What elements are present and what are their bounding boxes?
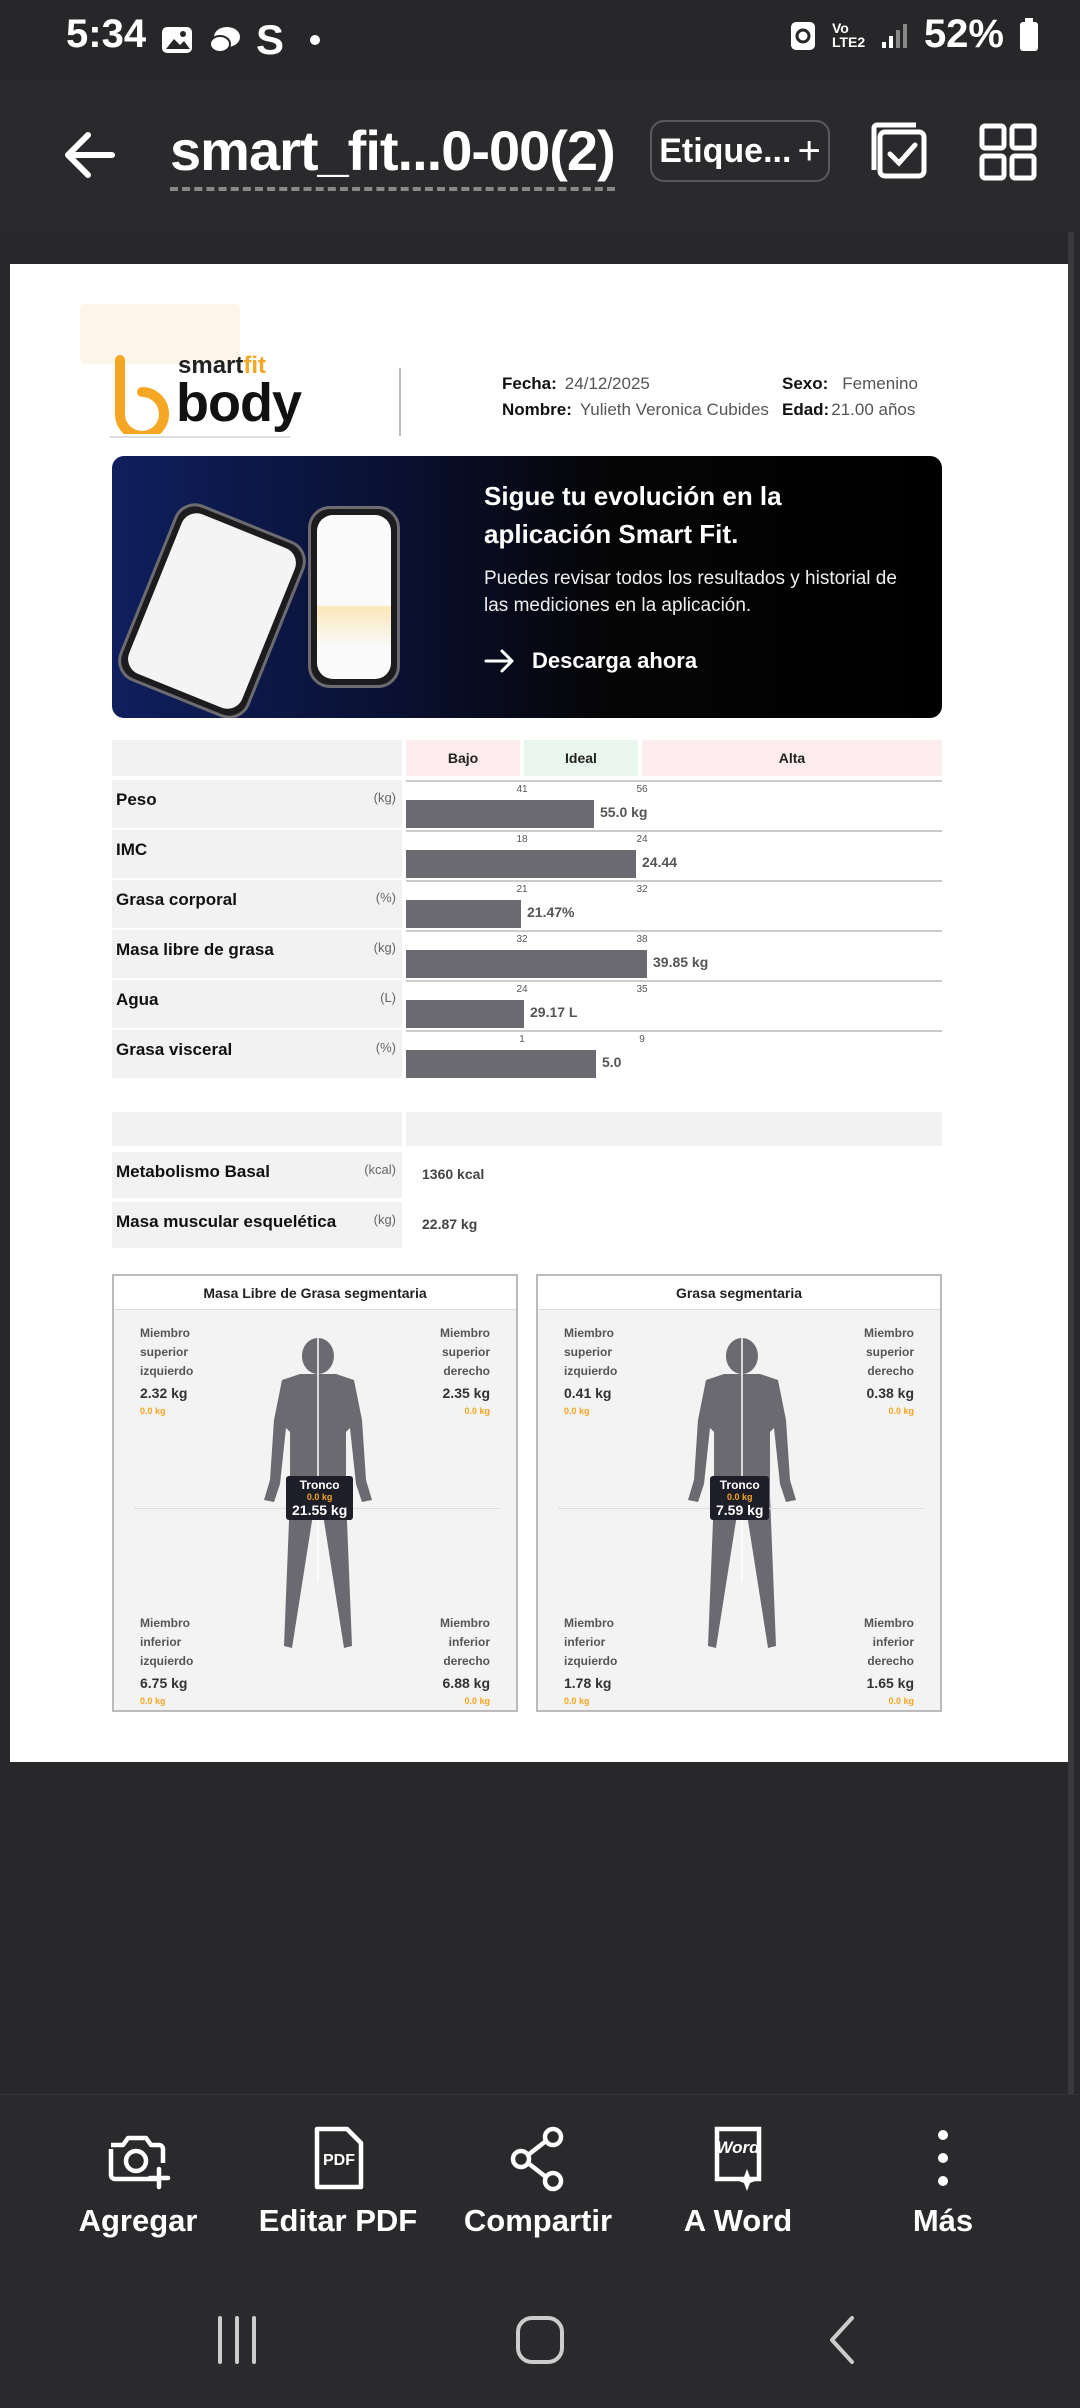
battery-percent: 52%: [923, 12, 1004, 56]
svg-text:Word: Word: [716, 2138, 760, 2157]
agregar-label: Agregar: [78, 2203, 198, 2238]
masa-muscular-unit: (kg): [373, 1212, 396, 1227]
extra-metrics-header: [112, 1112, 942, 1146]
recycle-icon: [788, 18, 818, 52]
metric-row: [112, 1030, 942, 1078]
agregar-button[interactable]: [38, 2123, 238, 2239]
metric-label-cell: [112, 780, 402, 828]
svg-text:PDF: PDF: [323, 2152, 355, 2169]
metabolismo-name: Metabolismo Basal: [116, 1162, 270, 1181]
masa-muscular-value: 22.87 kg: [422, 1216, 478, 1232]
range-high-tick: 32: [636, 884, 648, 895]
range-low-tick: 1: [519, 1034, 525, 1045]
metric-value: 5.0: [602, 1054, 622, 1070]
segment-label-line: inferior: [448, 1635, 490, 1650]
segment-label-line: inferior: [564, 1635, 606, 1650]
more-vertical-icon: [908, 2123, 978, 2193]
range-bajo: Bajo: [406, 740, 520, 776]
editar-pdf-label: Editar PDF: [258, 2203, 418, 2238]
arrow-right-icon: [484, 649, 516, 673]
masa-muscular-name: Masa muscular esquelética: [116, 1212, 337, 1231]
metric-bar-area: [406, 880, 942, 928]
segment-kg: 1.65 kg: [866, 1674, 914, 1691]
grid-view-icon[interactable]: [976, 120, 1040, 184]
extra-header-left: [112, 1112, 402, 1146]
segment-upper-right: [864, 1324, 914, 1418]
trunk-kg: 21.55 kg: [292, 1502, 348, 1518]
metric-label-cell: [112, 930, 402, 978]
metric-name: Grasa visceral: [116, 1040, 233, 1059]
metric-unit: (kg): [373, 940, 396, 955]
segment-label-line: Miembro: [564, 1326, 615, 1340]
segment-kg: 6.75 kg: [140, 1674, 188, 1691]
phone-mockup-back: [112, 497, 312, 718]
range-header-blank: [112, 740, 402, 776]
segment-sub: 0.0 kg: [140, 1695, 166, 1706]
segment-panel: [112, 1274, 518, 1712]
segment-sub: 0.0 kg: [564, 1695, 590, 1706]
nav-back-icon[interactable]: [818, 2312, 868, 2368]
status-bar: [0, 0, 1080, 80]
segment-title: Grasa segmentaria: [538, 1276, 940, 1310]
plus-icon: +: [797, 128, 821, 173]
segment-label-line: derecho: [443, 1364, 490, 1379]
segment-label-line: inferior: [872, 1635, 914, 1650]
fecha-value: 24/12/2025: [564, 374, 650, 393]
segment-upper-right: [440, 1324, 490, 1418]
metric-unit: (%): [375, 1040, 396, 1055]
segment-sub: 0.0 kg: [564, 1405, 590, 1416]
range-low-tick: 32: [516, 934, 528, 945]
range-alta: Alta: [642, 740, 942, 776]
range-ideal: Ideal: [524, 740, 638, 776]
segment-kg: 2.32 kg: [140, 1384, 188, 1401]
masa-muscular-row: [112, 1202, 942, 1248]
segment-kg: 2.35 kg: [442, 1384, 490, 1401]
status-right: [788, 12, 1040, 57]
metric-name: Masa libre de grasa: [116, 940, 274, 959]
segment-panel: [536, 1274, 942, 1712]
metric-name: Grasa corporal: [116, 890, 237, 909]
metric-bar-area: [406, 830, 942, 878]
nombre-field: [502, 400, 769, 420]
metric-name: IMC: [116, 840, 148, 859]
range-high-tick: 9: [639, 1034, 645, 1045]
tag-chip-label: Etique...: [659, 131, 792, 170]
logo-fit: fit: [243, 352, 267, 379]
phone-mockup-front: [308, 506, 400, 688]
nombre-value: Yulieth Veronica Cubides: [579, 400, 769, 419]
metric-value: 24.44: [642, 854, 678, 870]
segment-lower-right: [864, 1614, 914, 1708]
smartfit-logo: [110, 314, 300, 444]
app-promo-banner[interactable]: [112, 456, 942, 718]
signal-icon: [880, 20, 910, 50]
logo-smart: smart: [178, 352, 244, 379]
trunk-label: [286, 1476, 353, 1520]
metric-bar-area: [406, 780, 942, 828]
word-icon: [703, 2123, 773, 2193]
range-header: [112, 740, 942, 776]
metric-name: Peso: [116, 790, 157, 809]
metric-row: [112, 830, 942, 878]
compartir-button[interactable]: [438, 2123, 638, 2239]
metric-label-cell: [112, 1030, 402, 1078]
segment-title: Masa Libre de Grasa segmentaria: [114, 1276, 516, 1310]
dot-icon: [310, 35, 320, 45]
metric-bar-area: [406, 980, 942, 1028]
mas-button[interactable]: [843, 2123, 1043, 2239]
segment-label-line: inferior: [140, 1635, 182, 1650]
select-pages-icon[interactable]: [868, 120, 932, 184]
metabolismo-unit: (kcal): [364, 1162, 396, 1177]
metric-bar: [406, 900, 521, 928]
download-cta[interactable]: [484, 648, 697, 674]
metric-row: [112, 930, 942, 978]
pdf-page: [10, 264, 1068, 1762]
segment-upper-left: [564, 1324, 617, 1418]
metric-value: 21.47%: [527, 904, 575, 920]
metric-name: Agua: [116, 990, 159, 1009]
recent-apps-icon[interactable]: [212, 2312, 262, 2368]
status-time: 5:34: [66, 12, 147, 56]
segment-label-line: izquierdo: [564, 1364, 618, 1379]
tag-chip[interactable]: [650, 120, 830, 182]
segment-sub: 0.0 kg: [140, 1405, 166, 1416]
segment-label-line: derecho: [867, 1364, 914, 1379]
segment-lower-left: [564, 1614, 617, 1708]
share-icon: [503, 2123, 573, 2193]
segment-kg: 6.88 kg: [442, 1674, 490, 1691]
trunk-sub: 0.0 kg: [726, 1492, 753, 1502]
a-word-label: A Word: [683, 2203, 793, 2238]
metric-unit: (L): [380, 990, 396, 1005]
segment-lower-right: [440, 1614, 490, 1708]
logo-body-text: body: [176, 373, 301, 433]
metric-value: 39.85 kg: [653, 954, 709, 970]
segment-label-line: superior: [140, 1345, 189, 1360]
metric-bar: [406, 800, 594, 828]
segment-sub: 0.0 kg: [464, 1695, 490, 1706]
segment-sub: 0.0 kg: [888, 1405, 914, 1416]
metric-bar: [406, 1050, 596, 1078]
metric-bar: [406, 850, 636, 878]
metric-unit: (%): [375, 890, 396, 905]
notification-icons: [160, 16, 320, 64]
metric-row: [112, 980, 942, 1028]
system-nav-bar: [0, 2274, 1080, 2408]
pdf-icon: [303, 2123, 373, 2193]
nombre-label: Nombre:: [502, 400, 572, 419]
network-label: Vo LTE2: [831, 19, 866, 50]
range-high-tick: 24: [636, 834, 648, 845]
sexo-field: [782, 374, 918, 394]
trunk-title: Tronco: [299, 1478, 340, 1492]
home-icon[interactable]: [512, 2312, 568, 2368]
edad-value: 21.00 años: [831, 400, 916, 419]
mas-label: Más: [912, 2203, 974, 2238]
edad-field: [782, 400, 915, 420]
range-low-tick: 21: [516, 884, 528, 895]
segment-label-line: izquierdo: [140, 1654, 194, 1669]
segment-label-line: derecho: [867, 1654, 914, 1669]
trunk-sub: 0.0 kg: [306, 1492, 333, 1502]
range-high-tick: 35: [636, 984, 648, 995]
segment-sub: 0.0 kg: [888, 1695, 914, 1706]
trunk-kg: 7.59 kg: [716, 1502, 764, 1518]
segment-label-line: Miembro: [863, 1326, 914, 1340]
segment-label-line: superior: [441, 1345, 490, 1360]
metabolismo-value: 1360 kcal: [422, 1166, 485, 1182]
back-arrow-icon[interactable]: [60, 120, 120, 190]
a-word-button[interactable]: [638, 2123, 838, 2239]
metric-value: 29.17 L: [530, 1004, 578, 1020]
range-high-tick: 56: [636, 784, 648, 795]
segment-label-line: Miembro: [140, 1326, 191, 1340]
document-title[interactable]: smart_fit...0-00(2): [170, 118, 615, 191]
sexo-label: Sexo:: [782, 374, 829, 393]
metric-row: [112, 780, 942, 828]
app-bar: [0, 80, 1080, 232]
metric-value: 55.0 kg: [600, 804, 648, 820]
segment-label-line: Miembro: [140, 1616, 191, 1630]
logo-underline: [110, 436, 290, 438]
segment-kg: 0.41 kg: [564, 1384, 612, 1401]
segment-label-line: izquierdo: [564, 1654, 618, 1669]
scrollbar[interactable]: [1068, 232, 1074, 2094]
masa-muscular-label-cell: [112, 1202, 402, 1248]
segment-label-line: superior: [865, 1345, 914, 1360]
segment-lower-left: [140, 1614, 193, 1708]
gallery-icon: [160, 23, 194, 57]
metric-label-cell: [112, 980, 402, 1028]
range-low-tick: 41: [516, 784, 528, 795]
metric-label-cell: [112, 830, 402, 878]
metric-bar-area: [406, 930, 942, 978]
range-high-tick: 38: [636, 934, 648, 945]
metabolismo-label-cell: [112, 1152, 402, 1198]
download-cta-label: Descarga ahora: [532, 648, 698, 673]
sexo-value: Femenino: [842, 374, 918, 393]
range-low-tick: 24: [516, 984, 528, 995]
camera-plus-icon: [103, 2123, 173, 2193]
trunk-label: [710, 1476, 769, 1520]
metric-row: [112, 880, 942, 928]
segment-label-line: Miembro: [564, 1616, 615, 1630]
banner-title: Sigue tu evolución en la aplicación Smart Fit.: [484, 481, 782, 549]
banner-subtitle: Puedes revisar todos los resultados y historial de las mediciones en la aplicación.: [484, 568, 897, 616]
range-low-tick: 18: [516, 834, 528, 845]
edad-label: Edad:: [782, 400, 830, 419]
metric-bar: [406, 1000, 524, 1028]
s-app-icon: S: [256, 16, 285, 63]
segment-kg: 1.78 kg: [564, 1674, 612, 1691]
segment-label-line: izquierdo: [140, 1364, 194, 1379]
chat-bubble-icon: [208, 23, 242, 57]
bottom-action-bar: [0, 2094, 1080, 2274]
metric-bar-area: [406, 1030, 942, 1078]
segment-upper-left: [140, 1324, 193, 1418]
header-divider: [399, 368, 401, 436]
editar-pdf-button[interactable]: [238, 2123, 438, 2239]
smartfit-mark-icon: [110, 354, 172, 434]
segment-label-line: superior: [564, 1345, 613, 1360]
segment-kg: 0.38 kg: [866, 1384, 914, 1401]
extra-header-right: [406, 1112, 942, 1146]
fecha-field: [502, 374, 650, 394]
compartir-label: Compartir: [463, 2203, 613, 2238]
metric-unit: (kg): [373, 790, 396, 805]
battery-icon: [1018, 17, 1040, 53]
metabolismo-row: [112, 1152, 942, 1198]
segment-label-line: derecho: [443, 1654, 490, 1669]
segment-label-line: Miembro: [439, 1616, 490, 1630]
metric-bar: [406, 950, 647, 978]
segment-label-line: Miembro: [439, 1326, 490, 1340]
trunk-title: Tronco: [719, 1478, 760, 1492]
metric-label-cell: [112, 880, 402, 928]
segment-label-line: Miembro: [863, 1616, 914, 1630]
segment-sub: 0.0 kg: [464, 1405, 490, 1416]
fecha-label: Fecha:: [502, 374, 557, 393]
